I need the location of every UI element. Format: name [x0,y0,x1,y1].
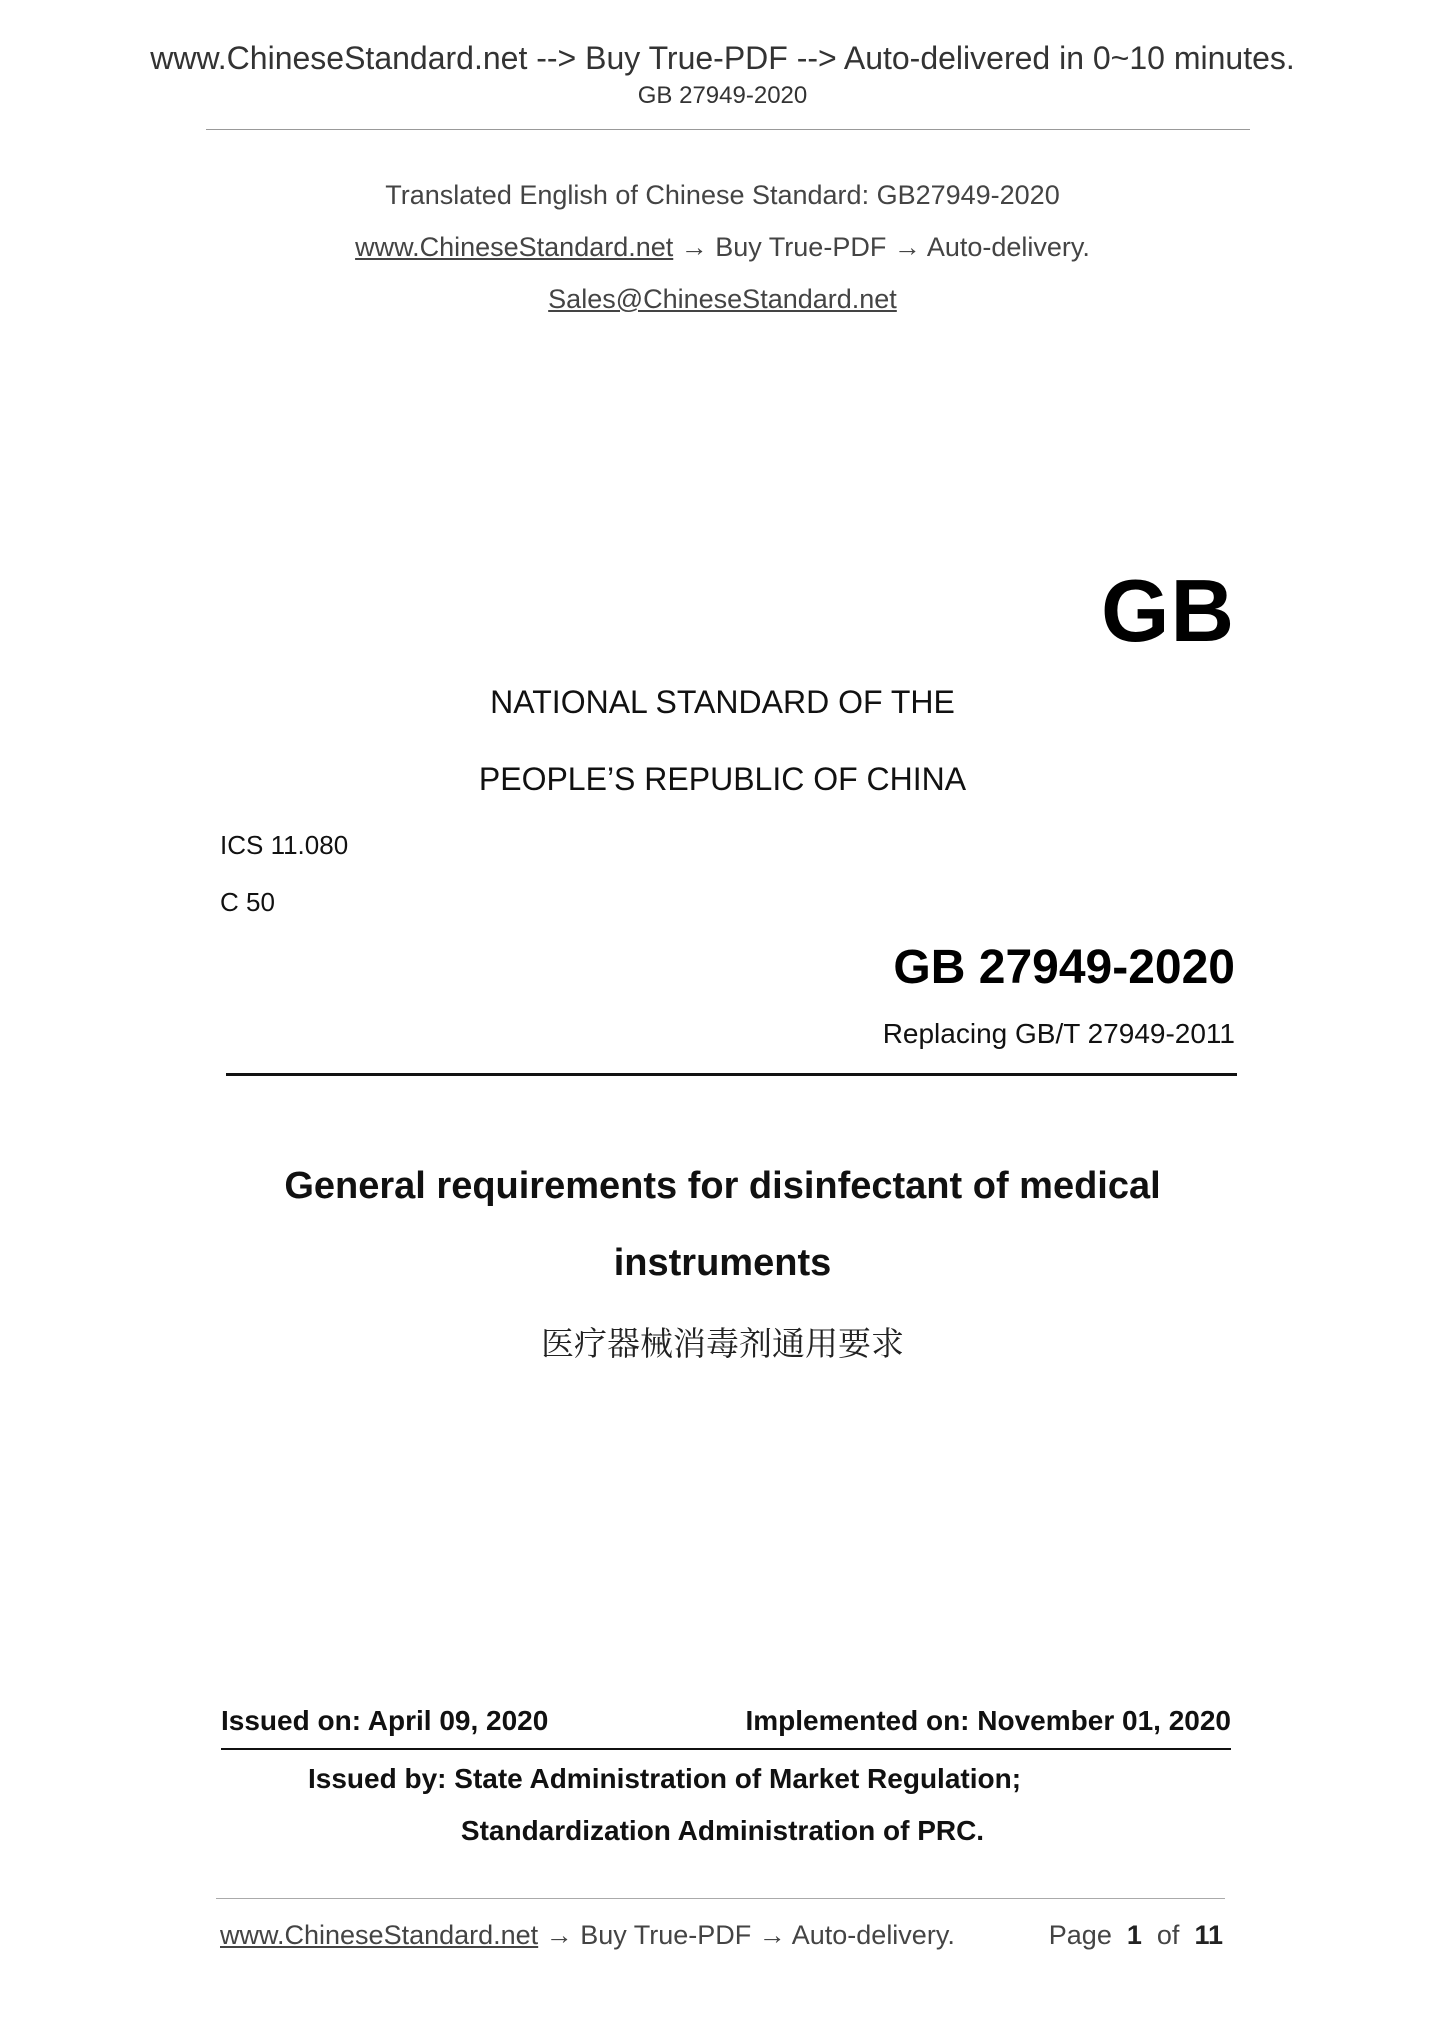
replacing-standard: Replacing GB/T 27949-2011 [882,1018,1235,1049]
ics-code: ICS 11.080 [220,830,349,860]
translation-email-line [0,284,1445,315]
gb-mark: GB [1101,561,1235,660]
header-standard-number: GB 27949-2020 [637,82,808,109]
footer-site-link[interactable]: www.ChineseStandard.net [220,1920,539,1950]
ccs-code: C 50 [220,887,275,917]
document-title-chinese: 医疗器械消毒剂通用要求 [541,1324,904,1363]
document-title-line-1: General requirements for disinfectant of medical [284,1165,1161,1207]
site-link[interactable]: www.ChineseStandard.net [355,232,674,262]
footer-link-rest: → Buy True-PDF → Auto-delivery. [538,1920,955,1950]
page-of: of [1156,1920,1180,1950]
document-title-line-2: instruments [613,1242,832,1284]
translation-title: Translated English of Chinese Standard: GB27949-2020 [385,180,1060,210]
translation-link-rest: → Buy True-PDF → Auto-delivery. [673,232,1090,262]
page-current: 1 [1126,1920,1142,1950]
page-label: Page [1048,1920,1112,1950]
issued-on-date: Issued on: April 09, 2020 [221,1705,549,1736]
title-divider [226,1073,1237,1076]
implemented-on-date: Implemented on: November 01, 2020 [745,1705,1231,1736]
issued-by-line-1: Issued by: State Administration of Market Regulation; [308,1763,1022,1794]
footer-link-line [220,1920,955,1951]
page-total: 11 [1194,1920,1223,1950]
page-indicator [1049,1920,1223,1951]
dates-divider [221,1748,1231,1750]
standard-number: GB 27949-2020 [893,941,1235,994]
issued-by-line-2: Standardization Administration of PRC. [460,1815,985,1846]
translation-link-line [0,232,1445,263]
footer-divider [216,1898,1225,1899]
national-standard-line-2: PEOPLE’S REPUBLIC OF CHINA [478,761,967,797]
national-standard-line-1: NATIONAL STANDARD OF THE [490,684,955,720]
sales-email-link[interactable]: Sales@ChineseStandard.net [548,284,897,314]
header-promo-line: www.ChineseStandard.net --> Buy True-PDF --> Auto-delivered in 0~10 minutes. [150,40,1295,76]
header-divider [206,129,1250,130]
